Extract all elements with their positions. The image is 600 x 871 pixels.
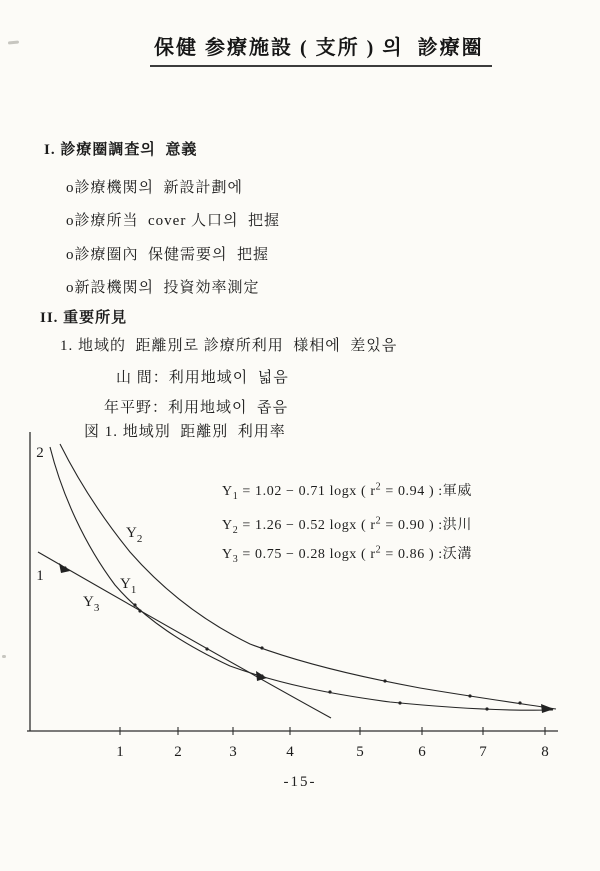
x-tick-label: 2 xyxy=(174,744,182,760)
bullet-item: o診療圈內 保健需要의 把握 xyxy=(66,247,269,263)
x-tick-label: 3 xyxy=(229,744,237,760)
curve-label-sub: 2 xyxy=(136,533,143,545)
figure-caption: 図 1. 地域別 距離別 利用率 xyxy=(84,424,286,440)
plain-area-line: 年平野：利用地域이 좁음 xyxy=(104,400,288,416)
mountain-area-line: 山 間：利用地域이 넓음 xyxy=(116,370,289,386)
equation-superscript: 2 xyxy=(375,515,382,527)
curve-label-y3 xyxy=(83,594,100,614)
bullet-item: o新設機関의 投資効率測定 xyxy=(66,280,260,296)
y-inline-label-2: 2 xyxy=(36,445,44,461)
equation-text: = 0.90 ) :洪川 xyxy=(381,518,472,533)
equation-y2 xyxy=(222,514,472,536)
bullet-item: o診療所当 cover 人口의 把握 xyxy=(66,213,281,229)
curve-y3 xyxy=(38,552,331,718)
curve-label-y2 xyxy=(126,525,142,545)
section-1-heading: I. 診療圈調査의 意義 xyxy=(44,142,198,158)
bullet-item: o診療機関의 新設計劃에 xyxy=(66,180,243,196)
x-tick-label: 8 xyxy=(541,744,549,760)
x-tick-label: 1 xyxy=(116,744,124,760)
section-2-heading: II. 重要所見 xyxy=(40,310,128,326)
equation-superscript: 2 xyxy=(375,544,382,556)
equation-text: Y xyxy=(222,484,233,499)
equation-text: Y xyxy=(222,547,233,562)
curve-label-base: Y xyxy=(126,525,137,541)
equation-text: Y xyxy=(222,518,233,533)
equation-y3 xyxy=(222,543,472,565)
curve-label-base: Y xyxy=(83,594,94,610)
equation-text: = 1.02 − 0.71 logx ( r xyxy=(238,484,376,499)
equation-subscript: 2 xyxy=(232,524,239,536)
equation-y1 xyxy=(222,480,472,502)
equation-subscript: 1 xyxy=(232,490,239,502)
scan-artifact xyxy=(8,40,19,44)
x-tick-label: 7 xyxy=(479,744,487,760)
figure-chart xyxy=(0,420,600,770)
list-item-1: 1. 地域的 距離別로 診療所利用 様相에 差있음 xyxy=(60,338,398,354)
x-tick-labels xyxy=(116,744,549,760)
equation-text: = 0.86 ) :沃溝 xyxy=(381,547,472,562)
curve-label-sub: 1 xyxy=(130,584,137,596)
equation-subscript: 3 xyxy=(232,553,239,565)
equation-superscript: 2 xyxy=(375,481,382,493)
y-inline-label-1: 1 xyxy=(36,568,44,584)
page-number: -15- xyxy=(283,774,317,790)
equation-text: = 0.75 − 0.28 logx ( r xyxy=(238,547,376,562)
x-tick-label: 4 xyxy=(286,744,294,760)
x-tick-label: 5 xyxy=(356,744,364,760)
curve-label-sub: 3 xyxy=(93,602,100,614)
equation-text: = 1.26 − 0.52 logx ( r xyxy=(238,518,376,533)
x-tick-label: 6 xyxy=(418,744,426,760)
curve-label-base: Y xyxy=(120,576,131,592)
equation-text: = 0.94 ) :軍威 xyxy=(381,484,472,499)
page-title: 保健 参療施設 ( 支所 ) 의 診療圈 xyxy=(150,31,492,67)
